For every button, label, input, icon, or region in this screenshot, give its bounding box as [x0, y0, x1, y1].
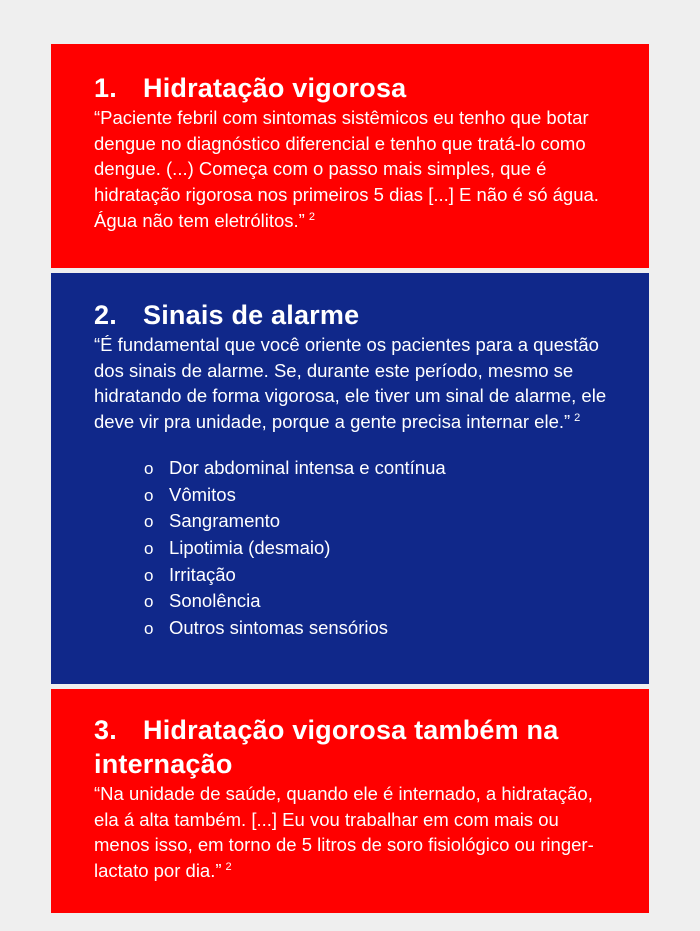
- list-item: [144, 588, 619, 615]
- list-item-text: Lipotimia (desmaio): [169, 536, 331, 558]
- card-sinais-de-alarme: [51, 273, 649, 684]
- card-number: 3.: [94, 715, 117, 745]
- list-item-text: Sangramento: [169, 510, 281, 532]
- card-quote: “Na unidade de saúde, quando ele é internado, a hidratação, ela á alta também. [...] Eu vou trabalhar em com mais ou menos isso, em torno de 5 litros de soro fisiológico ou ringer-lactato por dia.”: [94, 783, 594, 882]
- card-hidratacao-internacao: [51, 689, 649, 913]
- list-item: [144, 615, 619, 642]
- list-item-text: Sonolência: [169, 590, 261, 612]
- bullet-icon: o: [144, 485, 154, 505]
- card-quote: “É fundamental que você oriente os pacientes para a questão dos sinais de alarme. Se, durante este período, mesmo se hidratando de forma vigorosa, ele tiver um sinal de alarme, ele deve vir pra unidade, porque a gente precisa internar ele.”: [94, 334, 607, 433]
- list-item-text: Irritação: [169, 563, 236, 585]
- list-item: [144, 455, 619, 482]
- card-quote-paragraph: [94, 332, 619, 435]
- card-quote-paragraph: [94, 781, 619, 884]
- card-heading: [94, 713, 619, 781]
- bullet-icon: o: [144, 565, 154, 585]
- bullet-icon: o: [144, 512, 154, 532]
- list-item-text: Outros sintomas sensórios: [169, 617, 389, 639]
- card-number: 2.: [94, 300, 117, 330]
- card-title: Hidratação vigorosa: [143, 73, 407, 103]
- list-item-text: Dor abdominal intensa e contínua: [169, 456, 446, 478]
- list-item: [144, 482, 619, 509]
- alarm-signs-list: [94, 455, 619, 642]
- card-quote: “Paciente febril com sintomas sistêmicos eu tenho que botar dengue no diagnóstico diferencial e tenho que tratá-lo como dengue. (...) Começa com o passo mais simples, que é hidratação rigorosa nos primeiros 5 dias [...] E não é só água. Água não tem eletrólitos.”: [94, 107, 599, 231]
- list-item: [144, 535, 619, 562]
- card-hidratacao-vigorosa: [51, 44, 649, 268]
- footnote-ref: 2: [225, 861, 232, 874]
- bullet-icon: o: [144, 458, 154, 478]
- list-item-text: Vômitos: [169, 483, 236, 505]
- bullet-icon: o: [144, 619, 154, 639]
- list-item: [144, 508, 619, 535]
- card-heading: [94, 298, 619, 332]
- card-heading: [94, 71, 619, 105]
- footnote-ref: 2: [574, 412, 581, 425]
- footnote-ref: 2: [308, 210, 315, 223]
- card-title: Sinais de alarme: [143, 300, 360, 330]
- bullet-icon: o: [144, 592, 154, 612]
- card-title: Hidratação vigorosa também na internação: [94, 715, 559, 779]
- list-item: [144, 562, 619, 589]
- card-quote-paragraph: [94, 105, 619, 234]
- card-number: 1.: [94, 73, 117, 103]
- bullet-icon: o: [144, 538, 154, 558]
